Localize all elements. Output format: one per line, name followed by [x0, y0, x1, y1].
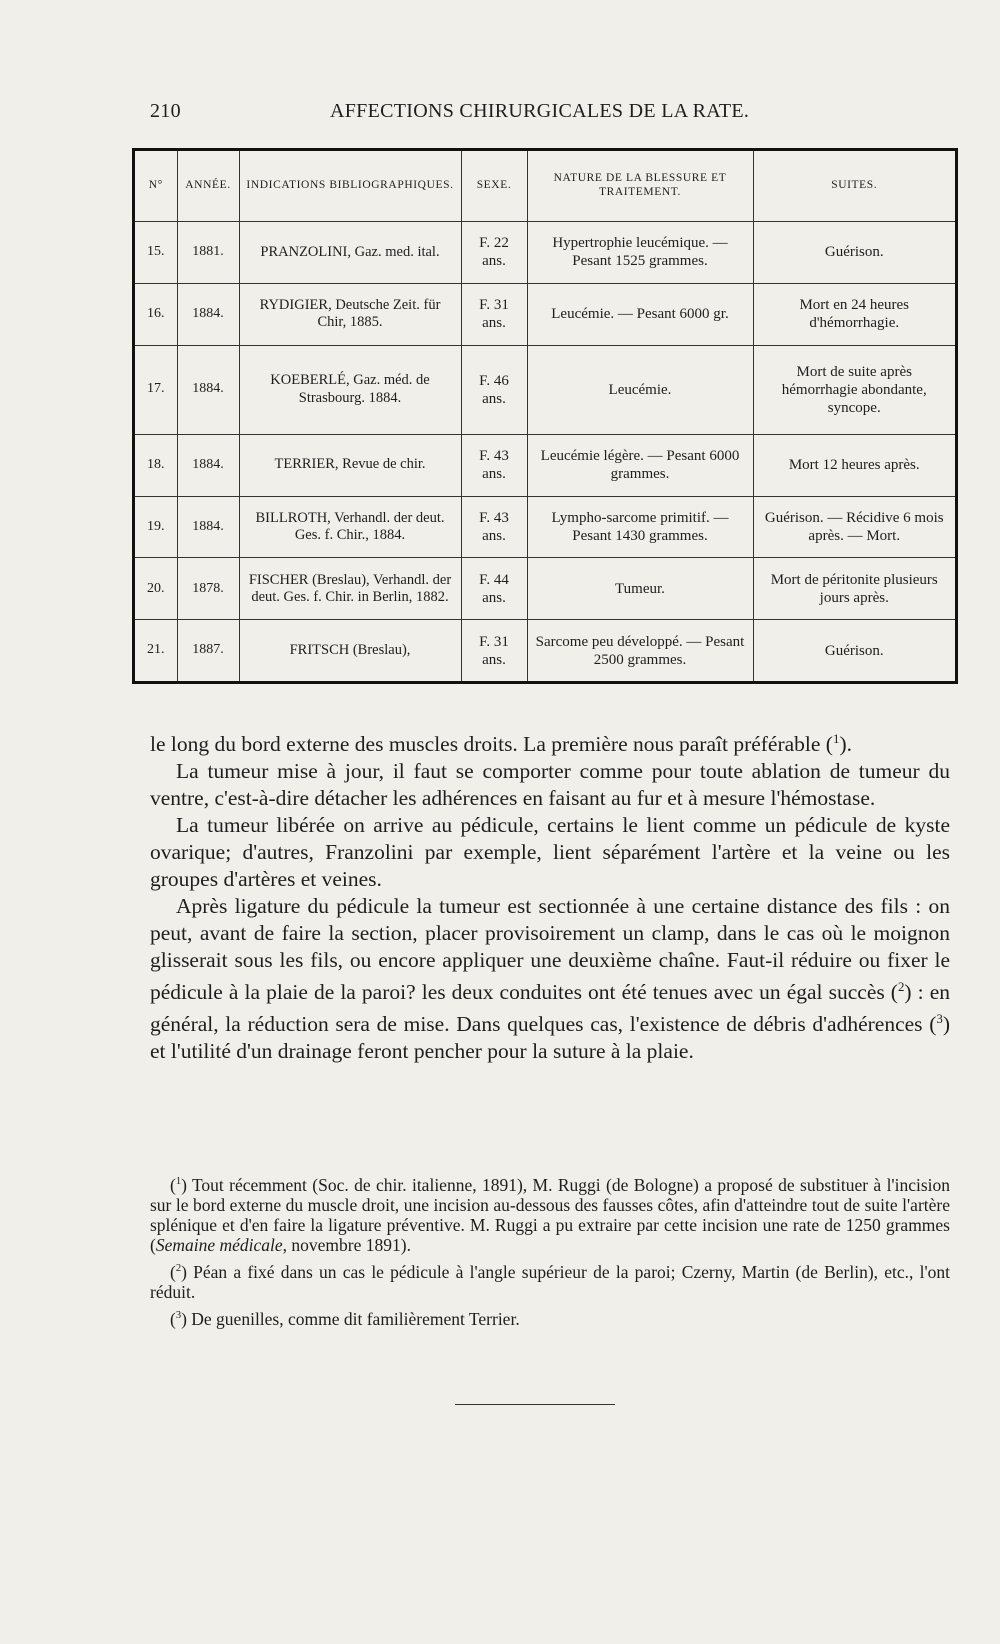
- case-year: 1884.: [177, 283, 239, 345]
- column-header: SEXE.: [461, 151, 527, 222]
- page-number: 210: [150, 100, 181, 122]
- case-year: 1881.: [177, 222, 239, 284]
- outcome: Mort de péritonite plusieurs jours après.: [753, 558, 955, 620]
- table-row: [135, 222, 955, 284]
- bibliographic-reference: FRITSCH (Breslau),: [239, 620, 461, 681]
- column-header: INDICATIONS BIBLIOGRAPHIQUES.: [239, 151, 461, 222]
- footnote-mark: 2: [175, 1262, 182, 1274]
- outcome: Guérison. — Récidive 6 mois après. — Mort.: [753, 496, 955, 558]
- footnote-mark: 3: [175, 1309, 182, 1321]
- footnote-ref: 3: [936, 1012, 943, 1027]
- patient-sex-age: F. 46 ans.: [461, 345, 527, 434]
- footnote-ref: 2: [897, 980, 905, 995]
- case-year: 1878.: [177, 558, 239, 620]
- case-year: 1884.: [177, 434, 239, 496]
- patient-sex-age: F. 22 ans.: [461, 222, 527, 284]
- patient-sex-age: F. 43 ans.: [461, 496, 527, 558]
- bibliographic-reference: BILLROTH, Verhandl. der deut. Ges. f. Chir., 1884.: [239, 496, 461, 558]
- running-title: AFFECTIONS CHIRURGICALES DE LA RATE.: [330, 100, 750, 122]
- case-number: 16.: [135, 283, 177, 345]
- table-row: [135, 496, 955, 558]
- lesion-treatment: Leucémie légère. — Pesant 6000 grammes.: [527, 434, 753, 496]
- bibliographic-reference: FISCHER (Breslau), Verhandl. der deut. Ges. f. Chir. in Berlin, 1882.: [239, 558, 461, 620]
- body-text: [150, 726, 950, 1065]
- patient-sex-age: F. 43 ans.: [461, 434, 527, 496]
- case-number: 18.: [135, 434, 177, 496]
- outcome: Mort de suite après hémorrhagie abondante, syncope.: [753, 345, 955, 434]
- footnote: ($^3$) De guenilles, comme dit familièrement Terrier.: [170, 1308, 520, 1329]
- paragraph: La tumeur libérée on arrive au pédicule, certains le lient comme un pédicule de kyste ovarique; d'autres, Franzolini par exemple, lient séparément l'artère et la veine ou les groupes d'artères et veines.: [150, 813, 950, 892]
- lesion-treatment: Sarcome peu développé. — Pesant 2500 grammes.: [527, 620, 753, 681]
- outcome: Guérison.: [753, 620, 955, 681]
- lesion-treatment: Leucémie.: [527, 345, 753, 434]
- lesion-treatment: Leucémie. — Pesant 6000 gr.: [527, 283, 753, 345]
- paragraph: le long du bord externe des muscles droits. La première nous paraît préférable ($^1$).: [150, 732, 852, 757]
- footnote: ($^1$) Tout récemment (Soc. de chir. italienne, 1891), M. Ruggi (de Bologne) a proposé de substituer à l'incision sur le bord externe du muscle droit, une incision au-dessous des fausses côtes, afin d'atteindre tout de suite l'artère splénique et d'en faire la ligature préventive. M. Ruggi a pu extraire par cette incision une rate de 1250 grammes (Semaine médicale, novembre 1891).: [150, 1174, 950, 1255]
- case-table-grid: [135, 151, 955, 681]
- lesion-treatment: Hypertrophie leucémique. — Pesant 1525 grammes.: [527, 222, 753, 284]
- lesion-treatment: Tumeur.: [527, 558, 753, 620]
- table-row: [135, 558, 955, 620]
- bibliographic-reference: RYDIGIER, Deutsche Zeit. für Chir, 1885.: [239, 283, 461, 345]
- table-header-row: [135, 151, 955, 222]
- case-year: 1884.: [177, 496, 239, 558]
- bibliographic-reference: TERRIER, Revue de chir.: [239, 434, 461, 496]
- bibliographic-reference: PRANZOLINI, Gaz. med. ital.: [239, 222, 461, 284]
- table-row: [135, 434, 955, 496]
- patient-sex-age: F. 31 ans.: [461, 620, 527, 681]
- patient-sex-age: F. 31 ans.: [461, 283, 527, 345]
- outcome: Mort en 24 heures d'hémorrhagie.: [753, 283, 955, 345]
- footnotes: [150, 1172, 950, 1332]
- case-year: 1887.: [177, 620, 239, 681]
- case-table: [132, 148, 958, 684]
- paragraph: La tumeur mise à jour, il faut se comporter comme pour toute ablation de tumeur du ventre, c'est-à-dire détacher les adhérences en faisant au fur et à mesure l'hémostase.: [150, 759, 950, 811]
- paragraph: Après ligature du pédicule la tumeur est sectionnée à une certaine distance des fils : on peut, avant de faire la section, placer provisoirement un clamp, dans le cas où le moignon glisserait sous les fils, ou encore appliquer une deuxième chaîne. Faut-il réduire ou fixer le pédicule à la plaie de la paroi? les deux conduites ont été tenues avec un égal succès ($^2$) : en général, la réduction sera de mise. Dans quelques cas, l'existence de débris d'adhérences ($^3$) et l'utilité d'un drainage feront pencher pour la suture à la plaie.: [150, 894, 950, 1064]
- footnote-ref: 1: [832, 732, 840, 746]
- case-year: 1884.: [177, 345, 239, 434]
- case-number: 15.: [135, 222, 177, 284]
- lesion-treatment: Lympho-sarcome primitif. — Pesant 1430 grammes.: [527, 496, 753, 558]
- outcome: Mort 12 heures après.: [753, 434, 955, 496]
- table-row: [135, 345, 955, 434]
- case-number: 17.: [135, 345, 177, 434]
- patient-sex-age: F. 44 ans.: [461, 558, 527, 620]
- column-header: SUITES.: [753, 151, 955, 222]
- footnote: ($^2$) Péan a fixé dans un cas le pédicule à l'angle supérieur de la paroi; Czerny, Martin (de Berlin), etc., l'ont réduit.: [150, 1261, 950, 1302]
- table-row: [135, 283, 955, 345]
- end-rule: [455, 1404, 615, 1405]
- table-row: [135, 620, 955, 681]
- footnote-mark: 1: [175, 1176, 182, 1187]
- column-header: ANNÉE.: [177, 151, 239, 222]
- case-number: 20.: [135, 558, 177, 620]
- case-number: 19.: [135, 496, 177, 558]
- bibliographic-reference: KOEBERLÉ, Gaz. méd. de Strasbourg. 1884.: [239, 345, 461, 434]
- column-header: N°: [135, 151, 177, 222]
- outcome: Guérison.: [753, 222, 955, 284]
- case-number: 21.: [147, 642, 165, 658]
- column-header: NATURE DE LA BLESSURE ET TRAITEMENT.: [527, 151, 753, 222]
